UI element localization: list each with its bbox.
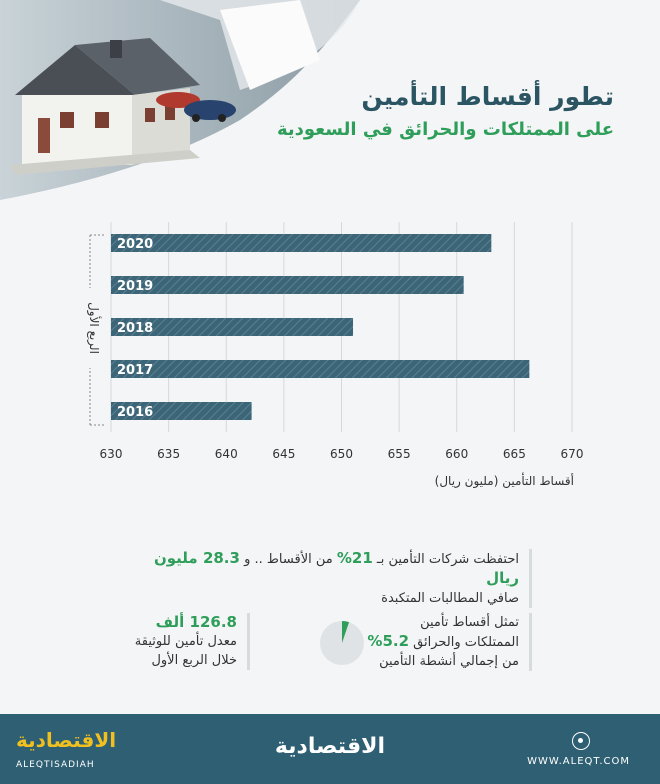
retention-line1 <box>132 549 519 589</box>
retention-text1: احتفظت شركات التأمين بـ <box>376 552 519 567</box>
x-tick-label: 640 <box>214 447 238 461</box>
chart-bars <box>111 234 529 420</box>
bar-category-label: 2017 <box>117 363 154 378</box>
bar-category-label: 2019 <box>117 279 154 294</box>
bar-chart <box>0 200 660 500</box>
footer-logo-left: الاقتصادية <box>16 728 117 752</box>
bar-category-label: 2016 <box>117 405 154 420</box>
x-tick-label: 635 <box>157 447 181 461</box>
x-tick-label: 645 <box>272 447 296 461</box>
bar-2020 <box>111 234 491 252</box>
x-axis-label: أقساط التأمين (مليون ريال) <box>434 474 574 488</box>
page-subtitle: على الممتلكات والحرائق في السعودية <box>276 119 614 140</box>
stat-retention <box>132 549 532 608</box>
bar-category-label: 2020 <box>117 237 154 252</box>
footer-brand-latin: ALEQTISADIAH <box>16 760 95 770</box>
footer-logo-center: الاقتصادية <box>274 734 386 759</box>
average-line2: خلال الربع الأول <box>151 653 237 668</box>
share-line2-text: الممتلكات والحرائق <box>413 635 519 650</box>
y-axis-label: الربع الأول <box>87 302 101 354</box>
share-percent: 5.2% <box>367 632 410 650</box>
average-line1: معدل تأمين للوثيقة <box>134 634 237 649</box>
page-title: تطور أقساط التأمين <box>361 82 614 111</box>
bar-category-label: 2018 <box>117 321 154 336</box>
retention-amount: 28.3 مليون ريال <box>153 549 519 587</box>
bar-2017 <box>111 360 529 378</box>
globe-icon <box>572 732 590 750</box>
share-pie <box>318 619 366 667</box>
x-tick-label: 660 <box>445 447 469 461</box>
x-tick-label: 630 <box>99 447 123 461</box>
retention-percent: 21% <box>336 549 373 567</box>
title-block <box>274 80 614 144</box>
stat-average <box>110 613 250 670</box>
footer <box>0 714 660 784</box>
bar-2019 <box>111 276 464 294</box>
x-tick-label: 670 <box>560 447 584 461</box>
retention-text2: من الأقساط .. و <box>244 552 333 567</box>
share-line3: من إجمالي أنشطة التأمين <box>379 654 519 669</box>
share-line1: تمثل أقساط تأمين <box>420 615 519 630</box>
x-tick-label: 665 <box>502 447 526 461</box>
y-axis-bracket <box>80 235 106 425</box>
footer-url[interactable]: WWW.ALEQT.COM <box>527 756 630 767</box>
x-axis-ticks <box>100 447 584 461</box>
retention-text3: صافي المطالبات المتكبدة <box>381 591 519 606</box>
x-tick-label: 655 <box>387 447 411 461</box>
average-value: 126.8 ألف <box>155 613 237 631</box>
x-tick-label: 650 <box>330 447 353 461</box>
stats-section <box>0 535 660 685</box>
